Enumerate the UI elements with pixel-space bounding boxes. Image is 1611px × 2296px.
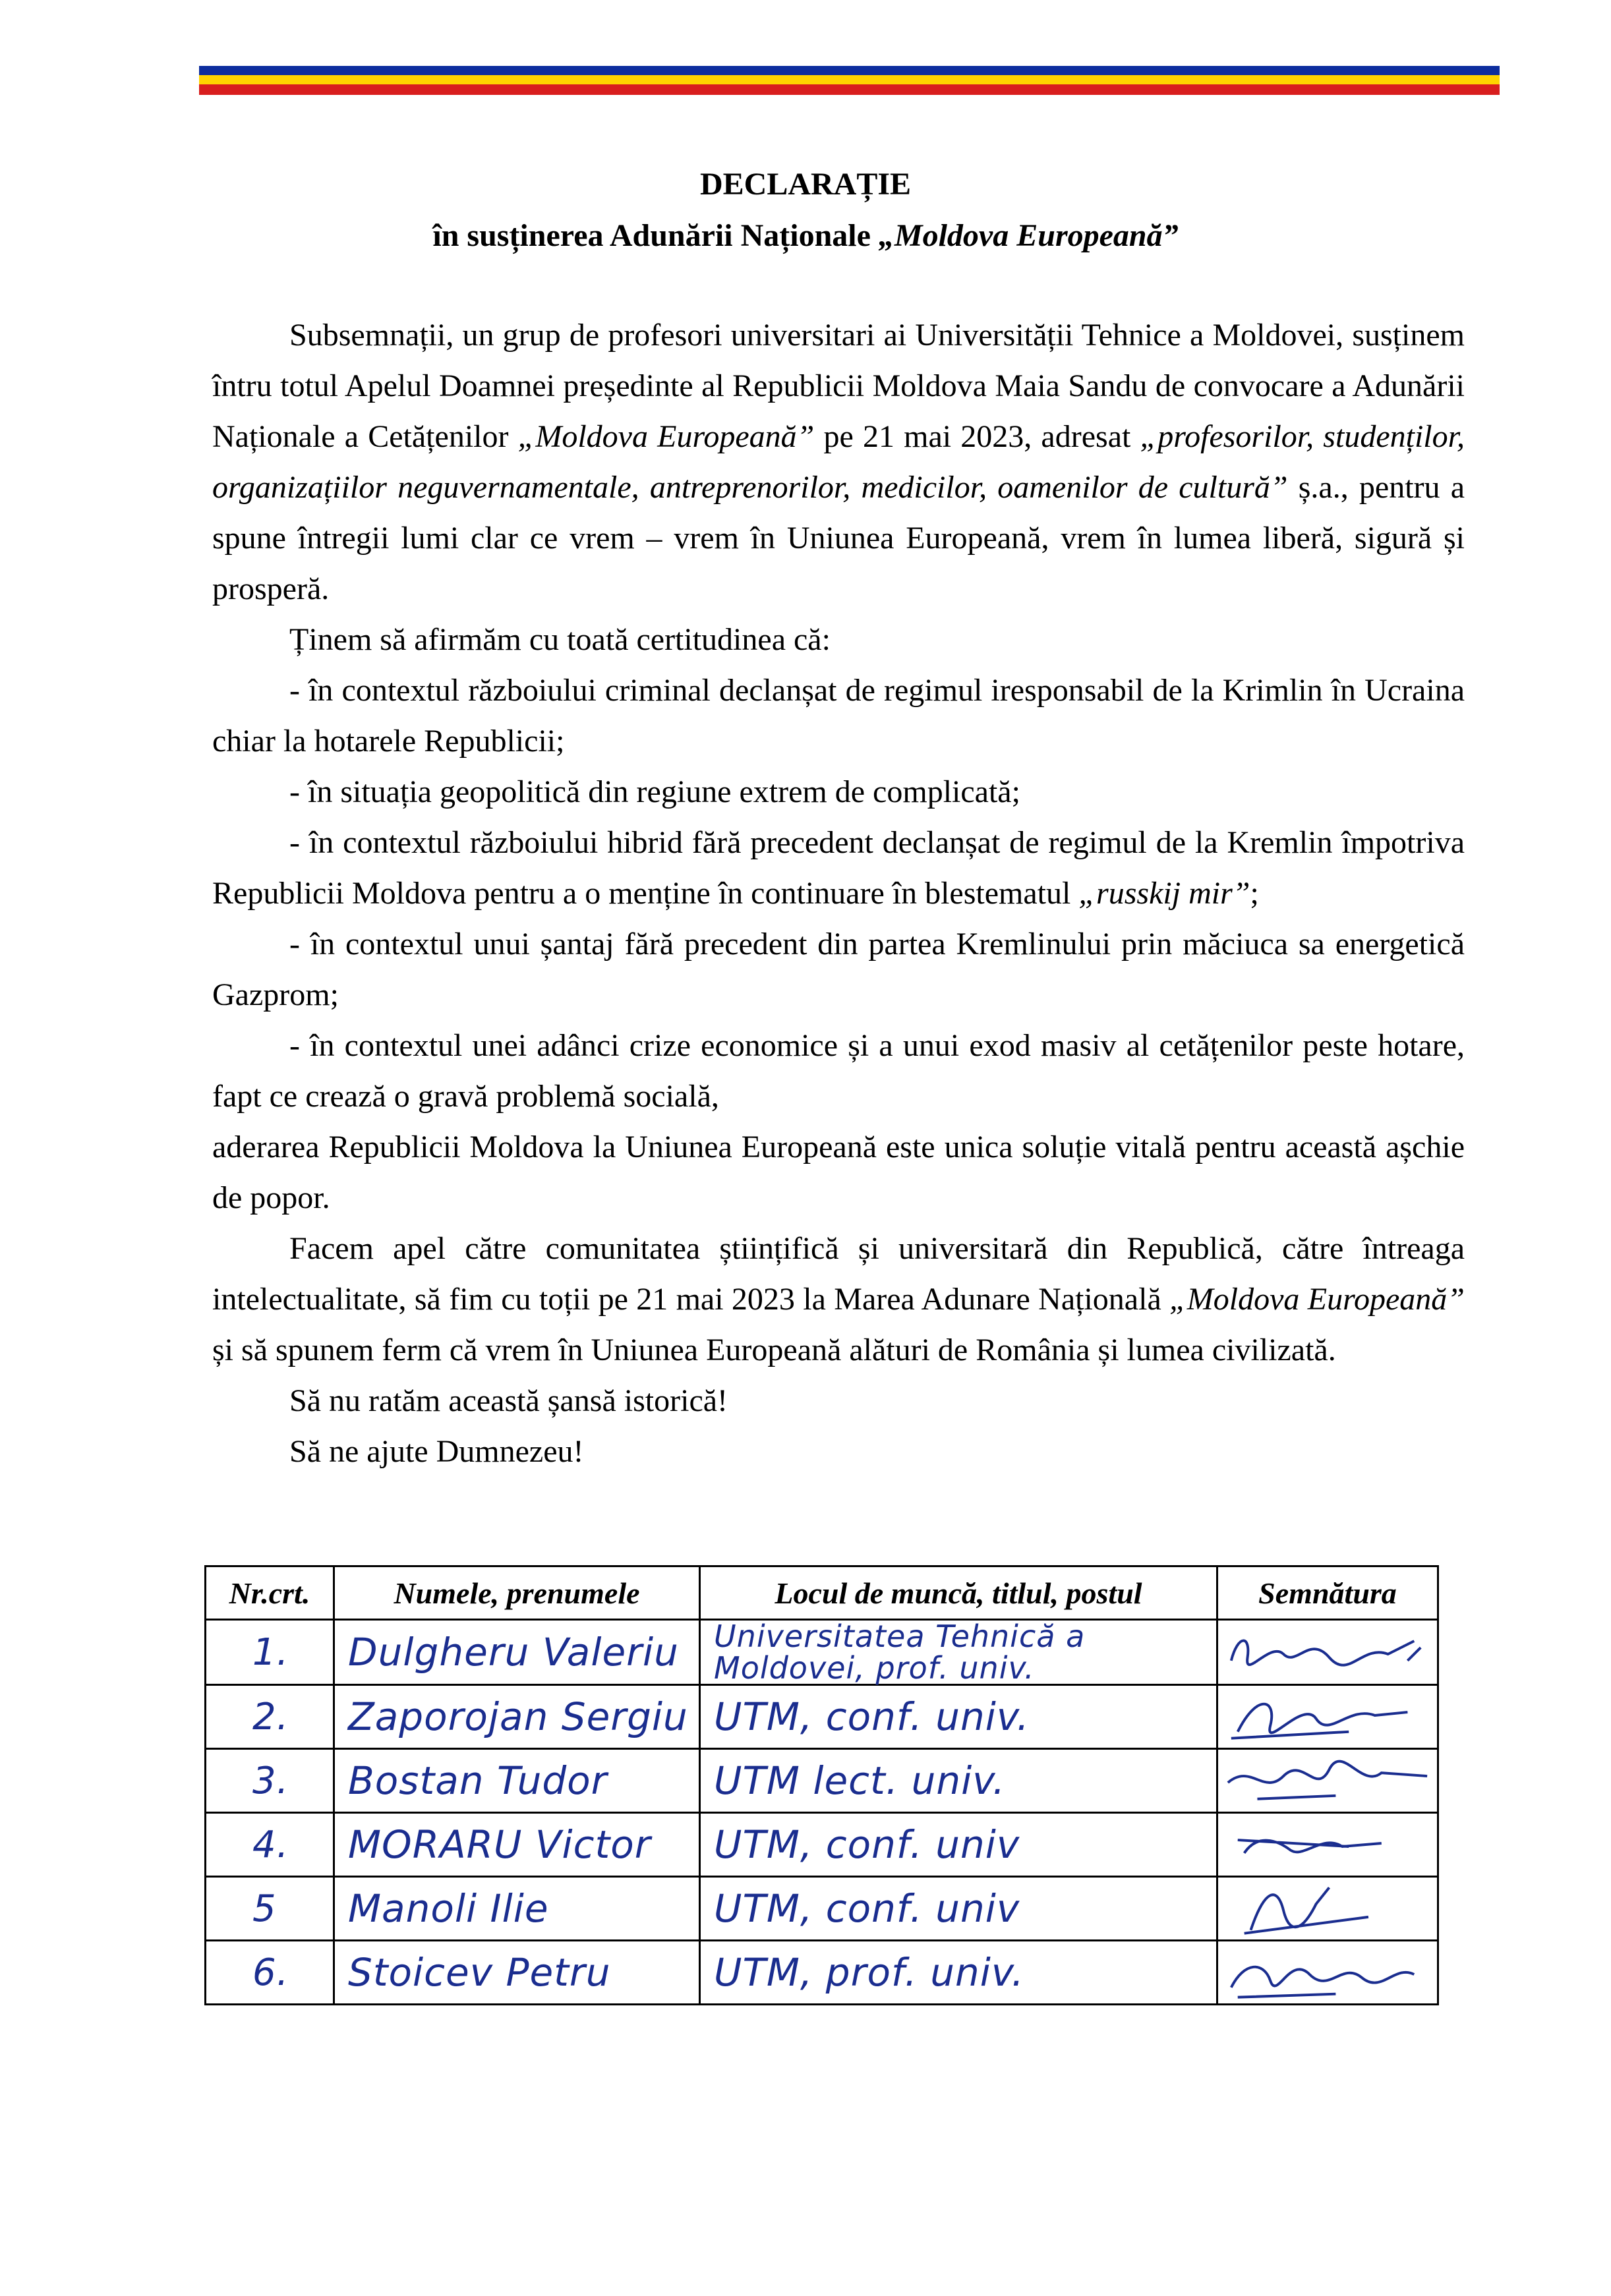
handwritten-place: UTM, prof. univ.	[714, 1950, 1024, 1995]
bullet-3	[212, 817, 1465, 919]
bullet-3-text-a: - în contextul războiului hibrid fără precedent declanșat de regimul de la Kremlin împotriva Republicii Moldova pentru a o menține în continuare în blestematul	[212, 825, 1465, 911]
flag-stripe-yellow	[199, 75, 1500, 84]
handwritten-nr: 1.	[252, 1630, 289, 1674]
handwritten-name: Dulgheru Valeriu	[348, 1630, 679, 1675]
table-row	[206, 1749, 1438, 1813]
p1-italic-d: „profesorilor, studenților, organizațiilor neguvernamentale, antreprenorilor, medicilor, oamenilor de cultură”	[212, 419, 1465, 505]
cell-place	[700, 1813, 1217, 1877]
cell-name	[334, 1877, 700, 1941]
p3-text-a: Facem apel către comunitatea științifică și universitară din Republică, către întreaga intelectualitate, să fim cu toții pe 21 mai 2023 la Marea Adunare Națională	[212, 1231, 1465, 1317]
signature-scribble	[1218, 1941, 1437, 2003]
cell-name	[334, 1749, 700, 1813]
header-name: Numele, prenumele	[334, 1566, 700, 1620]
cell-signature	[1217, 1685, 1438, 1749]
bullet-4: - în contextul unui șantaj fără precedent din partea Kremlinului prin măciuca sa energetică Gazprom;	[212, 927, 1465, 1012]
cell-place	[700, 1749, 1217, 1813]
handwritten-nr: 6.	[252, 1951, 289, 1994]
document-body	[212, 310, 1465, 1477]
tricolor-header-band	[199, 66, 1500, 103]
p3-italic-b: „Moldova Europeană”	[1169, 1282, 1465, 1317]
signature-scribble	[1218, 1750, 1437, 1812]
header-place: Locul de muncă, titlul, postul	[700, 1566, 1217, 1620]
table-header-row	[206, 1566, 1438, 1620]
cell-nr	[206, 1620, 334, 1685]
cell-nr	[206, 1877, 334, 1941]
cell-signature	[1217, 1620, 1438, 1685]
handwritten-place: UTM, conf. univ.	[714, 1694, 1030, 1739]
bullet-3-text-c: ;	[1250, 876, 1259, 911]
cell-signature	[1217, 1813, 1438, 1877]
signature-scribble	[1218, 1686, 1437, 1748]
bullet-2: - în situația geopolitică din regiune extrem de complicată;	[289, 774, 1020, 809]
bullet-1: - în contextul războiului criminal declanșat de regimul iresponsabil de la Krimlin în Ucraina chiar la hotarele Republicii;	[212, 673, 1465, 759]
flag-stripe-blue	[199, 66, 1500, 75]
handwritten-name: Stoicev Petru	[348, 1950, 611, 1995]
handwritten-place: Universitatea Tehnică a Moldovei, prof. univ.	[714, 1619, 1086, 1686]
cell-signature	[1217, 1941, 1438, 2005]
p3-text-c: și să spunem ferm că vrem în Uniunea Europeană alături de România și lumea civilizată.	[212, 1333, 1336, 1367]
cell-name	[334, 1685, 700, 1749]
handwritten-place: UTM, conf. univ	[714, 1886, 1020, 1931]
cell-signature	[1217, 1877, 1438, 1941]
handwritten-nr: 4.	[252, 1823, 289, 1866]
signature-table	[204, 1565, 1439, 2005]
handwritten-name: Bostan Tudor	[348, 1758, 608, 1803]
p1-text-c: pe 21 mai 2023, adresat	[814, 419, 1140, 454]
p1-text-a: Subsemnații, un grup de profesori universitari ai Universității Tehnice a Moldovei, susținem întru totul Apelul Doamnei președinte al Republicii Moldova Maia Sandu de convocare a Adunării Naționale a Cetățenilor	[212, 318, 1465, 454]
bullet-3-italic: „russkij mir”	[1078, 876, 1250, 911]
paragraph-affirm: Ținem să afirmăm cu toată certitudinea că:	[289, 622, 831, 657]
cell-nr	[206, 1941, 334, 2005]
signature-scribble	[1218, 1814, 1437, 1876]
cell-place	[700, 1941, 1217, 2005]
paragraph-appeal	[212, 1223, 1465, 1375]
paragraph-blessing: Să ne ajute Dumnezeu!	[289, 1434, 584, 1469]
header-nr: Nr.crt.	[206, 1566, 334, 1620]
table-row	[206, 1941, 1438, 2005]
cell-name	[334, 1813, 700, 1877]
subtitle-italic: „Moldova Europeană”	[878, 218, 1179, 253]
table-row	[206, 1813, 1438, 1877]
document-subtitle	[0, 217, 1611, 254]
subtitle-text: în susținerea Adunării Naționale	[432, 218, 879, 253]
cell-place	[700, 1685, 1217, 1749]
handwritten-place: UTM lect. univ.	[714, 1758, 1006, 1803]
document-title: DECLARAȚIE	[699, 167, 912, 202]
table-row	[206, 1620, 1438, 1685]
handwritten-name: MORARU Victor	[348, 1822, 651, 1867]
table-row	[206, 1877, 1438, 1941]
paragraph-exhort: Să nu ratăm această șansă istorică!	[289, 1383, 728, 1418]
cell-name	[334, 1620, 700, 1685]
cell-nr	[206, 1685, 334, 1749]
p1-text-e: ș.a., pentru a spune întregii lumi clar ce vrem – vrem în Uniunea Europeană, vrem în lumea liberă, sigură și prosperă.	[212, 470, 1465, 606]
handwritten-name: Zaporojan Sergiu	[348, 1694, 688, 1739]
paragraph-conclusion: aderarea Republicii Moldova la Uniunea Europeană este unica soluție vitală pentru această așchie de popor.	[212, 1130, 1465, 1215]
header-signature: Semnătura	[1217, 1566, 1438, 1620]
cell-name	[334, 1941, 700, 2005]
table-row	[206, 1685, 1438, 1749]
cell-signature	[1217, 1749, 1438, 1813]
flag-stripe-red	[199, 84, 1500, 95]
handwritten-place: UTM, conf. univ	[714, 1822, 1020, 1867]
p1-italic-b: „Moldova Europeană”	[517, 419, 815, 454]
cell-nr	[206, 1749, 334, 1813]
cell-place	[700, 1877, 1217, 1941]
bullet-5: - în contextul unei adânci crize economice și a unui exod masiv al cetățenilor peste hotare, fapt ce crează o gravă problemă socială,	[212, 1028, 1465, 1114]
paragraph-intro	[212, 310, 1465, 614]
handwritten-name: Manoli Ilie	[348, 1886, 549, 1931]
handwritten-nr: 3.	[252, 1759, 289, 1802]
cell-nr	[206, 1813, 334, 1877]
handwritten-nr: 2.	[252, 1695, 289, 1738]
signature-scribble	[1218, 1878, 1437, 1939]
signature-scribble	[1218, 1621, 1437, 1683]
cell-place	[700, 1620, 1217, 1685]
handwritten-nr: 5	[252, 1887, 277, 1930]
